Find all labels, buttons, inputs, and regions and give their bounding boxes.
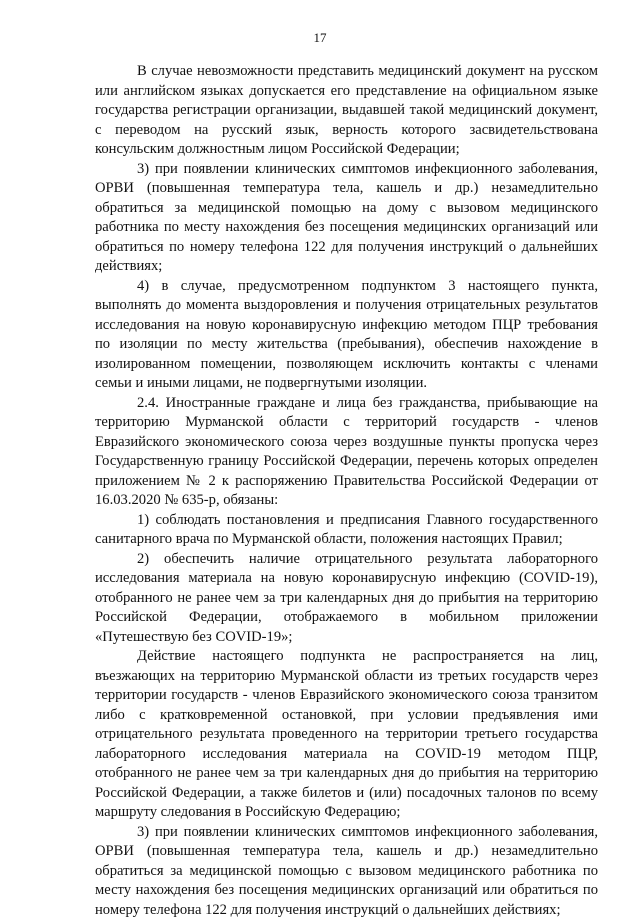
paragraph-symptoms-medical-help: 3) при появлении клинических симптомов инфекционного заболевания, ОРВИ (повышенная температура тела, кашель и др.) незамедлительно обратиться за медицинской помощью с вызовом медицинского работника по месту нахождения без посещения медицинских организаций или обратиться по номеру телефона 122 для получения инструкций о дальнейших действиях; bbox=[95, 823, 598, 920]
paragraph-medical-document-language: В случае невозможности представить медицинский документ на русском или английском языках допускается его представление на официальном языке государства регистрации организации, выдавшей такой медицинский документ, с переводом на русский язык, верность которого засвидетельствована консульским должностным лицом Российской Федерации; bbox=[95, 62, 598, 160]
page-number: 17 bbox=[0, 30, 640, 46]
paragraph-symptoms-home-call: 3) при появлении клинических симптомов инфекционного заболевания, ОРВИ (повышенная температура тела, кашель и др.) незамедлительно обратиться за медицинской помощью на дому с вызовом медицинского работника по месту нахождения без посещения медицинских организаций или обратиться по номеру телефона 122 для получения инструкций о дальнейших действиях; bbox=[95, 160, 598, 277]
paragraph-negative-test-result: 2) обеспечить наличие отрицательного результата лабораторного исследования материала на новую коронавирусную инфекцию (COVID-19), отобранного не ранее чем за три календарных дня до прибытия на территорию Российской Федерации, отображаемого в мобильном приложении «Путешествую без COVID-19»; bbox=[95, 550, 598, 648]
paragraph-isolation-requirements: 4) в случае, предусмотренном подпунктом 3 настоящего пункта, выполнять до момента выздоровления и получения отрицательных результатов исследования на новую коронавирусную инфекцию методом ПЦР требования по изоляции по месту жительства (пребывания), обеспечив нахождение в изолированном помещении, позволяющем исключить контакты с членами семьи и иными лицами, не подвергнутыми изоляции. bbox=[95, 277, 598, 394]
document-body bbox=[95, 62, 598, 920]
paragraph-comply-regulations: 1) соблюдать постановления и предписания Главного государственного санитарного врача по Мурманской области, положения настоящих Правил; bbox=[95, 511, 598, 550]
paragraph-section-2-4-heading: 2.4. Иностранные граждане и лица без гражданства, прибывающие на территорию Мурманской области с территорий государств - членов Евразийского экономического союза через воздушные пункты пропуска через Государственную границу Российской Федерации, перечень которых определен приложением № 2 к распоряжению Правительства Российской Федерации от 16.03.2020 № 635-р, обязаны: bbox=[95, 394, 598, 511]
paragraph-transit-exemption: Действие настоящего подпункта не распространяется на лиц, въезжающих на территорию Мурманской области из третьих государств через территории государств - членов Евразийского экономического союза транзитом либо с кратковременной остановкой, при условии предъявления ими отрицательного результата проведенного на территории третьего государства лабораторного исследования материала на COVID-19 методом ПЦР, отобранного не ранее чем за три календарных дня до прибытия на территорию Российской Федерации, а также билетов и (или) посадочных талонов по всему маршруту следования в Российскую Федерацию; bbox=[95, 647, 598, 823]
